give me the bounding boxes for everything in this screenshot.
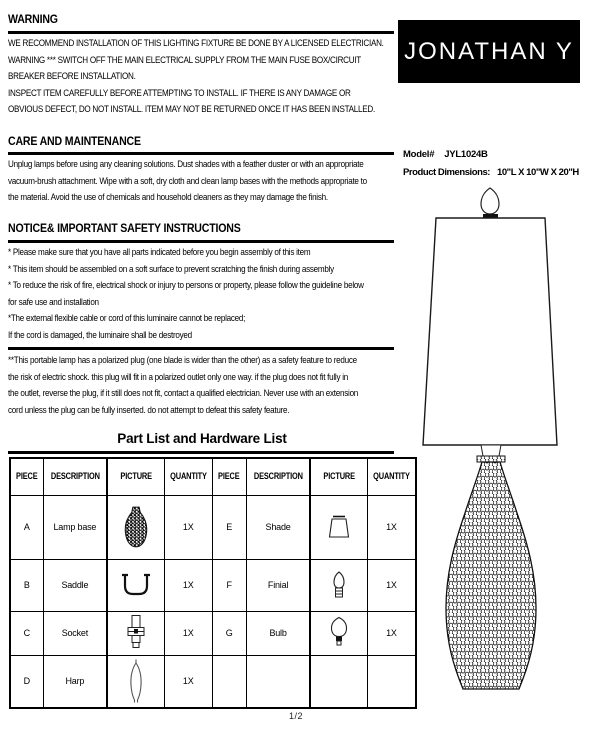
care-body [8,156,398,206]
piece-description: Socket [43,611,107,655]
quantity: 1X [367,559,415,611]
picture-cell [107,611,164,655]
polarized-line: the risk of electric shock. this plug will fit in a polarized outlet only one way. if the plug does not fit fully in [8,371,348,382]
parts-table-title: Part List and Hardware List [117,431,287,446]
dimensions-label: Product Dimensions: [403,167,490,178]
care-heading: CARE AND MAINTENANCE [8,136,141,148]
warning-body [8,35,398,118]
polarized-plug-body [8,352,398,418]
saddle-picture [114,570,158,600]
product-info [403,146,579,182]
quantity: 1X [367,611,415,655]
notice-body [8,244,398,343]
divider [8,152,394,155]
lamp-shade [423,218,557,445]
table-row [10,495,416,559]
lamp-finial [481,188,499,214]
shade-picture [324,513,354,541]
piece-letter: B [10,559,43,611]
notice-line: *The external flexible cable or cord of this luminaire cannot be replaced; [8,313,246,323]
warning-line: WARNING *** SWITCH OFF THE MAIN ELECTRICAL SUPPLY FROM THE MAIN FUSE BOX/CIRCUIT [8,54,361,65]
table-lamp-line-drawing [397,186,587,706]
piece-description: Bulb [246,611,310,655]
picture-cell [107,495,164,559]
warning-line: BREAKER BEFORE INSTALLATION. [8,71,136,81]
picture-cell [310,655,367,708]
quantity: 1X [367,495,415,559]
polarized-line: **This portable lamp has a polarized plug (one blade is wider than the other) as a safety feature to reduce [8,355,357,365]
care-line: the material. Avoid the use of chemicals and household cleaners as they may damage the finish. [8,192,328,202]
divider [8,240,394,243]
piece-description: Lamp base [43,495,107,559]
piece-description [246,655,310,708]
model-line [403,146,579,164]
picture-cell [310,495,367,559]
socket-picture [124,614,148,652]
care-line: Unplug lamps before using any cleaning solutions. Dust shades with a feather duster or with an appropriate [8,159,364,169]
piece-letter: A [10,495,43,559]
lamp-base-body [446,462,536,689]
model-value: JYL1024B [444,149,488,160]
model-label: Model# [403,149,435,160]
dimensions-line [403,164,579,182]
bulb-picture [328,615,350,651]
warning-line: WE RECOMMEND INSTALLATION OF THIS LIGHTING FIXTURE BE DONE BY A LICENSED ELECTRICIAN. [8,38,384,48]
table-row [10,559,416,611]
divider [8,31,394,34]
harp-picture [126,658,146,704]
col-header: DESCRIPTION [43,458,107,495]
table-row [10,655,416,708]
lamp-neck-cap [481,445,501,456]
notice-line: for safe use and installation [8,296,99,307]
care-line: vacuum-brush attachment. Wipe with a soft, dry cloth and clean lamp bases with the methods appropriate to [8,175,367,186]
notice-line: * To reduce the risk of fire, electrical shock or injury to persons or property, please follow the guideline below [8,280,364,290]
table-header-row [10,458,416,495]
piece-description: Shade [246,495,310,559]
piece-letter: C [10,611,43,655]
table-row [10,611,416,655]
picture-cell [107,655,164,708]
piece-description: Finial [246,559,310,611]
brand-logo-text: JONATHAN Y [404,37,574,65]
divider [8,451,394,454]
col-header: PIECE [212,458,246,495]
piece-description: Harp [43,655,107,708]
warning-line: INSPECT ITEM CAREFULLY BEFORE ATTEMPTING TO INSTALL. IF THERE IS ANY DAMAGE OR [8,87,351,98]
lamp-base-picture [122,505,150,549]
col-header: PIECE [10,458,43,495]
polarized-line: the outlet, reverse the plug, if it still does not fit, contact a qualified electrician. Never use with an extension [8,388,359,398]
quantity: 1X [164,559,212,611]
finial-picture [329,569,349,601]
polarized-line: cord unless the plug can be fully inserted. do not attempt to defeat this safety feature. [8,404,290,415]
notice-line: * Please make sure that you have all parts indicated before you begin assembly of this item [8,247,311,257]
quantity: 1X [164,655,212,708]
col-header: DESCRIPTION [246,458,310,495]
col-header: PICTURE [310,458,367,495]
notice-heading: NOTICE& IMPORTANT SAFETY INSTRUCTIONS [8,223,241,235]
notice-line: * This item should be assembled on a soft surface to prevent scratching the finish during assembly [8,263,334,274]
dimensions-value: 10"L X 10"W X 20"H [497,167,579,178]
col-header: QUANTITY [164,458,212,495]
piece-letter: G [212,611,246,655]
page-number: 1/2 [288,711,303,721]
piece-letter: D [10,655,43,708]
col-header: PICTURE [107,458,164,495]
piece-letter: F [212,559,246,611]
picture-cell [310,559,367,611]
divider [8,347,394,350]
brand-logo [398,20,580,83]
notice-line: If the cord is damaged, the luminaire shall be destroyed [8,329,192,340]
col-header: QUANTITY [367,458,415,495]
parts-table [9,457,417,709]
piece-letter [212,655,246,708]
picture-cell [107,559,164,611]
picture-cell [310,611,367,655]
quantity: 1X [164,495,212,559]
piece-letter: E [212,495,246,559]
lamp-neck-flange [477,456,505,462]
warning-line: OBVIOUS DEFECT, DO NOT INSTALL. ITEM MAY NOT BE RETURNED ONCE IT HAS BEEN INSTALLED. [8,104,375,114]
piece-description: Saddle [43,559,107,611]
warning-heading: WARNING [8,14,58,26]
quantity: 1X [164,611,212,655]
